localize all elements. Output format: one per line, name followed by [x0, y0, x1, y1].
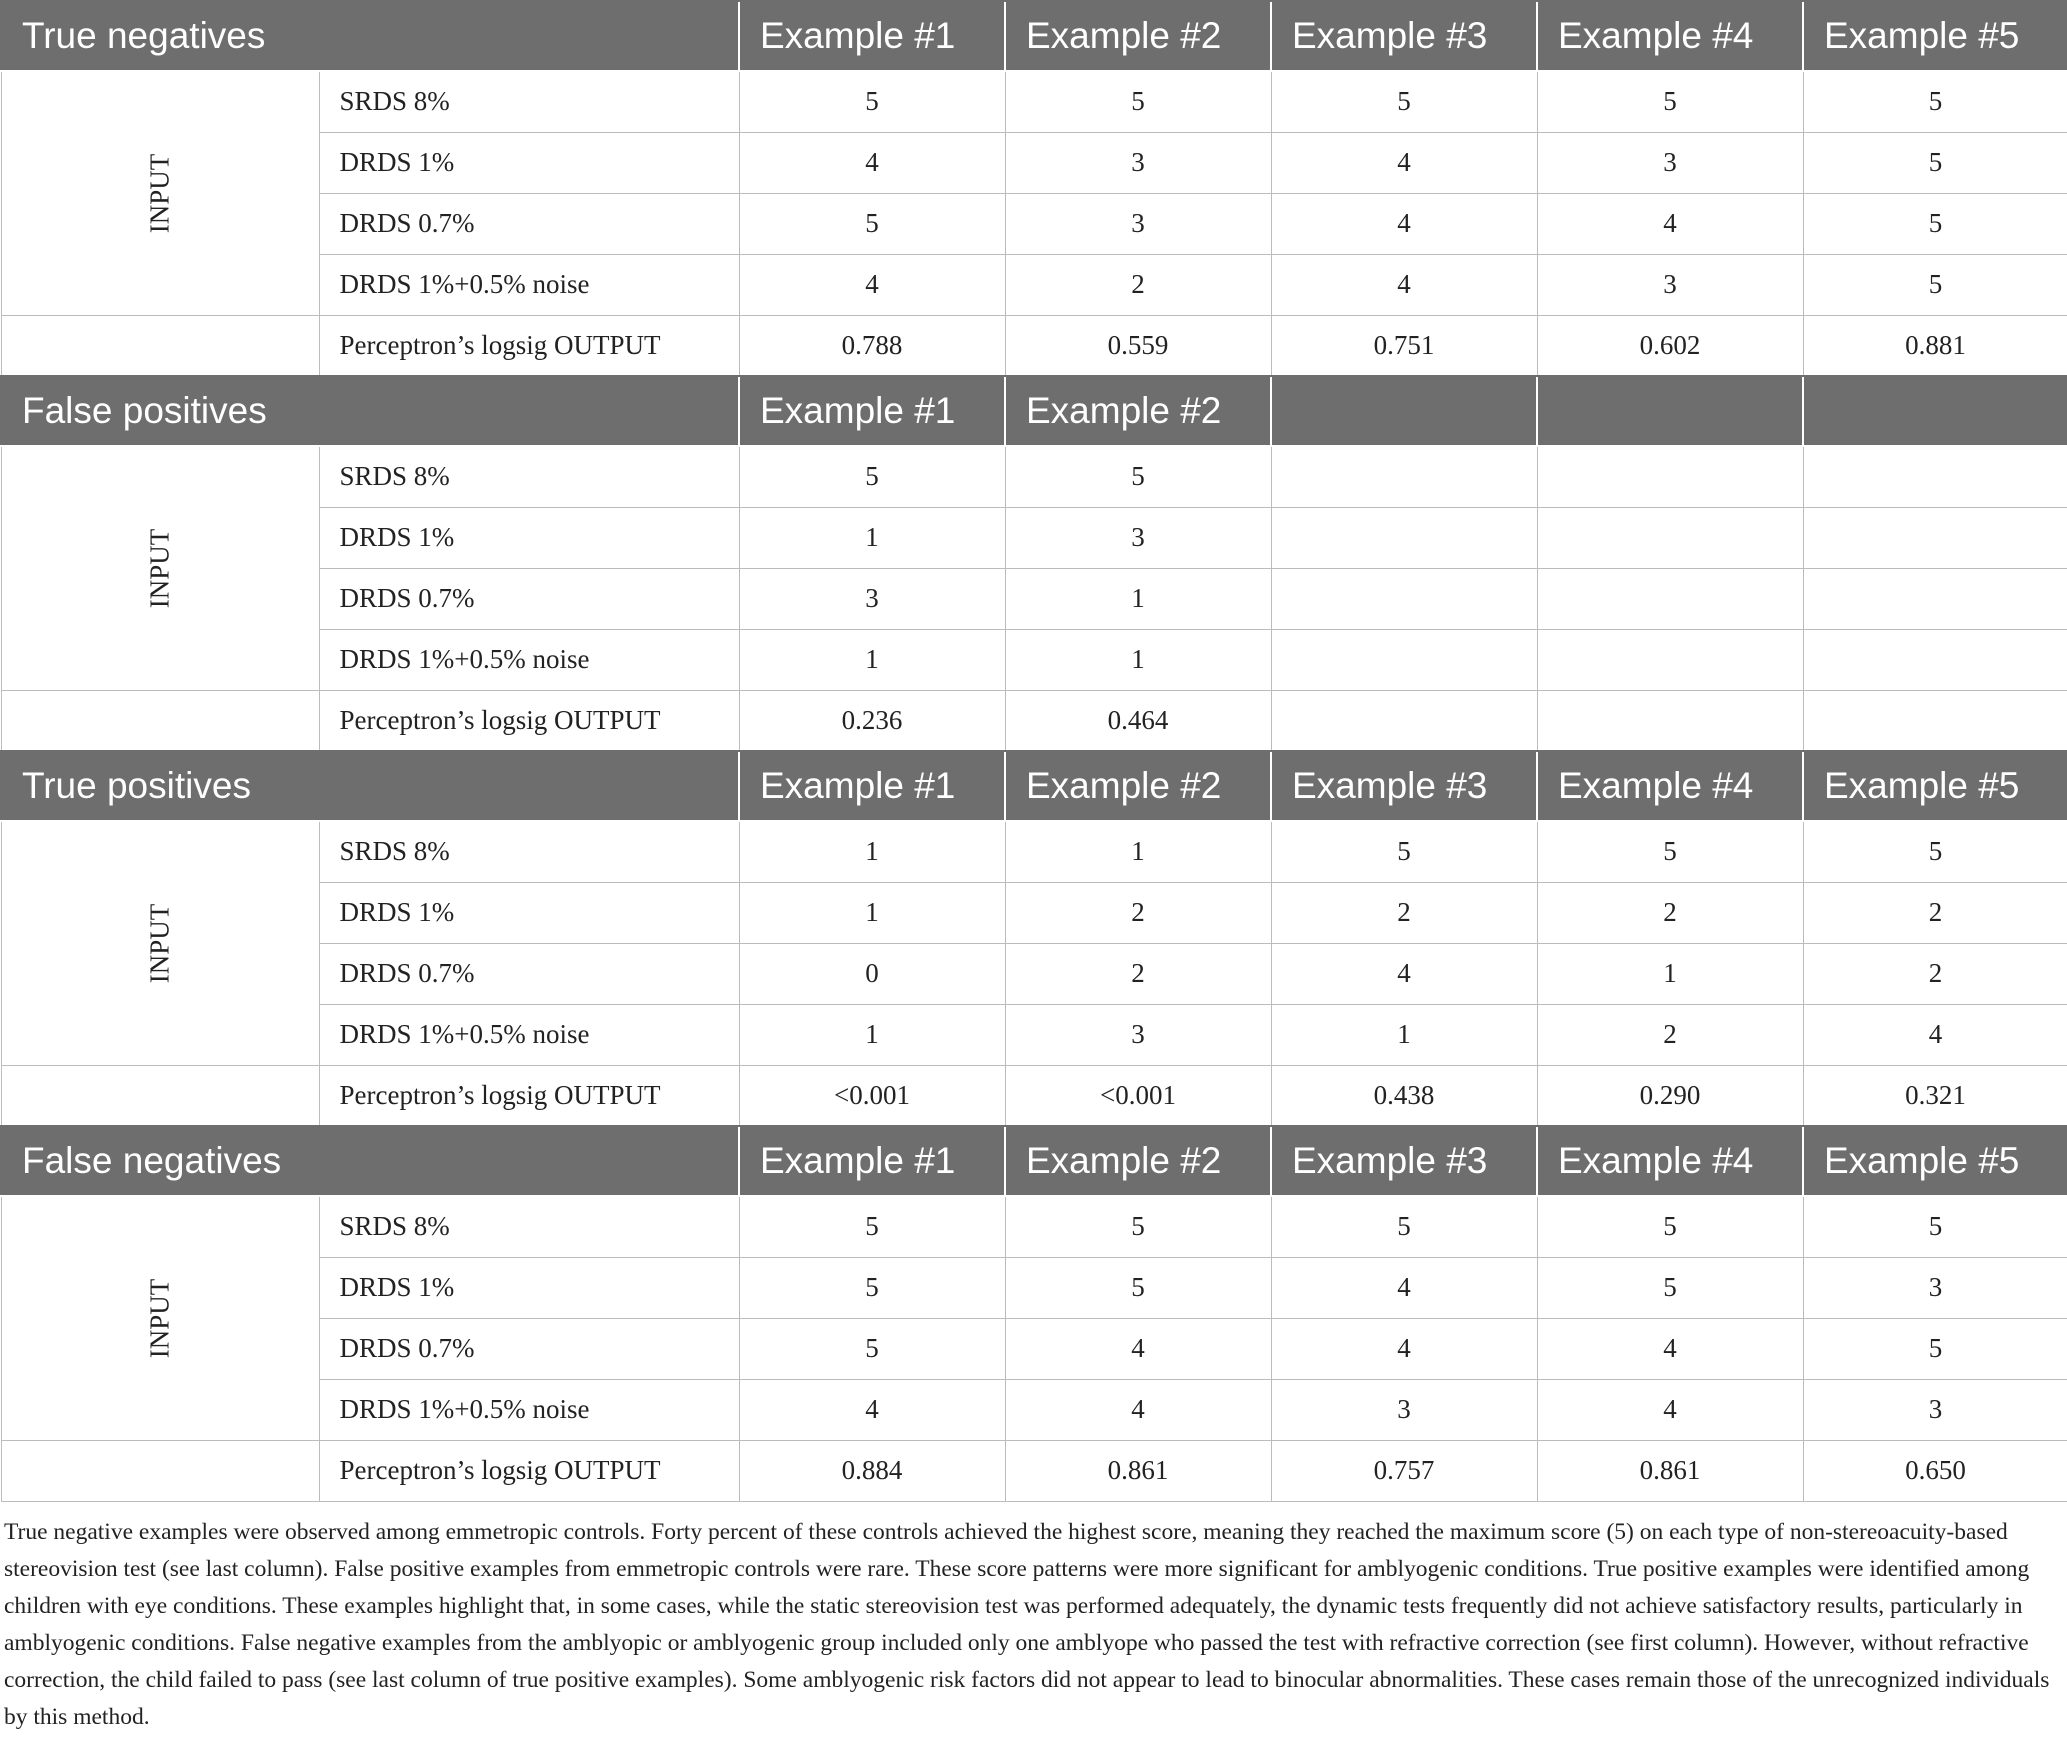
example-column-header: Example #2: [1005, 376, 1271, 446]
table-cell: 3: [1271, 1379, 1537, 1440]
table-cell: 3: [1537, 254, 1803, 315]
row-label: DRDS 1%+0.5% noise: [319, 1379, 739, 1440]
table-cell: 5: [1005, 71, 1271, 132]
table-cell: 1: [1005, 821, 1271, 882]
input-side-label: INPUT: [144, 528, 175, 608]
example-column-header: [1271, 376, 1537, 446]
output-cell: 0.438: [1271, 1065, 1537, 1126]
row-label: DRDS 0.7%: [319, 568, 739, 629]
output-label: Perceptron’s logsig OUTPUT: [319, 315, 739, 376]
output-cell: 0.290: [1537, 1065, 1803, 1126]
table-cell: 4: [739, 132, 1005, 193]
table-cell: 3: [1803, 1257, 2067, 1318]
row-label: DRDS 0.7%: [319, 1318, 739, 1379]
table-cell: 1: [1005, 568, 1271, 629]
table-cell: [1271, 446, 1537, 507]
output-cell: 0.788: [739, 315, 1005, 376]
table-cell: 5: [1005, 446, 1271, 507]
row-label: DRDS 1%+0.5% noise: [319, 254, 739, 315]
table-cell: 2: [1005, 943, 1271, 1004]
table-cell: [1271, 507, 1537, 568]
output-cell: 0.236: [739, 690, 1005, 751]
output-cell: [1537, 690, 1803, 751]
output-label: Perceptron’s logsig OUTPUT: [319, 690, 739, 751]
table-cell: 5: [1803, 1318, 2067, 1379]
table-cell: 5: [1803, 193, 2067, 254]
output-cell: 0.861: [1005, 1440, 1271, 1501]
table-cell: 5: [1271, 1196, 1537, 1257]
example-column-header: Example #1: [739, 376, 1005, 446]
example-column-header: Example #1: [739, 1, 1005, 71]
table-cell: 5: [739, 1318, 1005, 1379]
group-header-row: [1, 1126, 2067, 1196]
table-cell: 4: [1005, 1318, 1271, 1379]
input-side-cell: [1, 71, 319, 315]
output-cell: [1271, 690, 1537, 751]
output-row: [1, 315, 2067, 376]
empty-cell: [1, 690, 319, 751]
group-header-row: [1, 1, 2067, 71]
example-column-header: Example #1: [739, 751, 1005, 821]
row-label: DRDS 0.7%: [319, 943, 739, 1004]
table-cell: 4: [1005, 1379, 1271, 1440]
empty-cell: [1, 315, 319, 376]
output-label: Perceptron’s logsig OUTPUT: [319, 1440, 739, 1501]
table-cell: [1803, 446, 2067, 507]
table-cell: [1803, 629, 2067, 690]
example-column-header: Example #1: [739, 1126, 1005, 1196]
table-cell: 5: [739, 193, 1005, 254]
output-cell: [1803, 690, 2067, 751]
example-column-header: Example #3: [1271, 751, 1537, 821]
row-label: SRDS 8%: [319, 71, 739, 132]
input-side-cell: [1, 1196, 319, 1440]
row-label: DRDS 1%+0.5% noise: [319, 1004, 739, 1065]
table-cell: [1537, 507, 1803, 568]
example-column-header: Example #2: [1005, 1, 1271, 71]
row-label: DRDS 1%: [319, 507, 739, 568]
empty-cell: [1, 1440, 319, 1501]
table-cell: 4: [1271, 1257, 1537, 1318]
table-cell: 4: [1537, 1318, 1803, 1379]
table-cell: 3: [1005, 1004, 1271, 1065]
output-cell: 0.751: [1271, 315, 1537, 376]
table-cell: [1537, 568, 1803, 629]
table-cell: 5: [739, 1196, 1005, 1257]
group-header-row: [1, 751, 2067, 821]
table-cell: [1537, 629, 1803, 690]
output-cell: <0.001: [739, 1065, 1005, 1126]
table-cell: [1803, 568, 2067, 629]
table-cell: [1803, 507, 2067, 568]
input-side-cell: [1, 821, 319, 1065]
table-cell: 4: [1271, 943, 1537, 1004]
table-row: [1, 821, 2067, 882]
table-cell: 2: [1005, 882, 1271, 943]
table-cell: 1: [739, 629, 1005, 690]
table-cell: 1: [739, 821, 1005, 882]
input-side-label: INPUT: [144, 153, 175, 233]
row-label: SRDS 8%: [319, 446, 739, 507]
output-label: Perceptron’s logsig OUTPUT: [319, 1065, 739, 1126]
table-cell: 5: [1271, 821, 1537, 882]
table-cell: 5: [739, 1257, 1005, 1318]
table-cell: [1271, 568, 1537, 629]
table-cell: 3: [1005, 193, 1271, 254]
group-header-row: [1, 376, 2067, 446]
table-row: [1, 1196, 2067, 1257]
row-label: DRDS 1%: [319, 1257, 739, 1318]
example-column-header: Example #2: [1005, 1126, 1271, 1196]
table-cell: 5: [1537, 821, 1803, 882]
table-row: [1, 71, 2067, 132]
output-cell: 0.881: [1803, 315, 2067, 376]
example-column-header: Example #4: [1537, 1, 1803, 71]
group-title: False negatives: [1, 1126, 739, 1196]
table-cell: 5: [1803, 821, 2067, 882]
output-cell: 0.464: [1005, 690, 1271, 751]
empty-cell: [1, 1065, 319, 1126]
output-cell: 0.861: [1537, 1440, 1803, 1501]
table-cell: 5: [1803, 1196, 2067, 1257]
table-cell: 1: [1271, 1004, 1537, 1065]
example-column-header: Example #2: [1005, 751, 1271, 821]
table-cell: 4: [1271, 132, 1537, 193]
table-cell: 3: [1005, 132, 1271, 193]
table-cell: 0: [739, 943, 1005, 1004]
table-cell: 4: [1537, 1379, 1803, 1440]
table-cell: 4: [1271, 254, 1537, 315]
table-cell: 4: [1271, 1318, 1537, 1379]
output-cell: 0.559: [1005, 315, 1271, 376]
table-cell: 5: [1803, 254, 2067, 315]
row-label: SRDS 8%: [319, 1196, 739, 1257]
example-column-header: Example #5: [1803, 1126, 2067, 1196]
table-footnote: True negative examples were observed among emmetropic controls. Forty percent of these controls achieved the highest score, meaning they reached the maximum score (5) on each type of non-stereoacuity-based stereovision test (see last column). False positive examples from emmetropic controls were rare. These score patterns were more significant for amblyogenic conditions. True positive examples were identified among children with eye conditions. These examples highlight that, in some cases, while the static stereovision test was performed adequately, the dynamic tests frequently did not achieve satisfactory results, particularly in amblyogenic conditions. False negative examples from the amblyopic or amblyogenic group included only one amblyope who passed the test with refractive correction (see first column). However, without refractive correction, the child failed to pass (see last column of true positive examples). Some amblyogenic risk factors did not appear to lead to binocular abnormalities. These cases remain those of the unrecognized individuals by this method.: [4, 1518, 2050, 1730]
table-cell: 3: [1803, 1379, 2067, 1440]
table-cell: 4: [1271, 193, 1537, 254]
output-row: [1, 1065, 2067, 1126]
table-cell: 1: [739, 1004, 1005, 1065]
input-side-cell: [1, 446, 319, 690]
input-side-label: INPUT: [144, 903, 175, 983]
table-cell: 4: [1803, 1004, 2067, 1065]
table-cell: 2: [1537, 882, 1803, 943]
table-cell: 2: [1537, 1004, 1803, 1065]
table-cell: 5: [1537, 71, 1803, 132]
table-cell: 2: [1803, 882, 2067, 943]
group-title: True positives: [1, 751, 739, 821]
table-cell: 5: [739, 71, 1005, 132]
output-cell: 0.321: [1803, 1065, 2067, 1126]
table-cell: 5: [1537, 1196, 1803, 1257]
example-column-header: Example #3: [1271, 1, 1537, 71]
table-cell: 3: [1537, 132, 1803, 193]
output-cell: 0.650: [1803, 1440, 2067, 1501]
table-cell: 5: [1005, 1196, 1271, 1257]
table-cell: 5: [1803, 71, 2067, 132]
table-cell: 5: [1271, 71, 1537, 132]
example-column-header: Example #3: [1271, 1126, 1537, 1196]
table-cell: 2: [1803, 943, 2067, 1004]
output-cell: 0.884: [739, 1440, 1005, 1501]
example-column-header: [1803, 376, 2067, 446]
output-cell: 0.602: [1537, 315, 1803, 376]
row-label: DRDS 1%: [319, 882, 739, 943]
table-row: [1, 446, 2067, 507]
table-cell: 3: [1005, 507, 1271, 568]
table-cell: 2: [1271, 882, 1537, 943]
row-label: DRDS 0.7%: [319, 193, 739, 254]
example-column-header: Example #5: [1803, 751, 2067, 821]
table-cell: 1: [1005, 629, 1271, 690]
row-label: DRDS 1%: [319, 132, 739, 193]
table-cell: 5: [1537, 1257, 1803, 1318]
table-cell: 1: [739, 507, 1005, 568]
group-title: False positives: [1, 376, 739, 446]
group-title: True negatives: [1, 1, 739, 71]
output-cell: <0.001: [1005, 1065, 1271, 1126]
table-cell: 1: [1537, 943, 1803, 1004]
table-cell: 4: [739, 1379, 1005, 1440]
input-side-label: INPUT: [144, 1278, 175, 1358]
output-row: [1, 1440, 2067, 1501]
table-cell: 1: [739, 882, 1005, 943]
table-cell: 3: [739, 568, 1005, 629]
example-column-header: Example #5: [1803, 1, 2067, 71]
table-cell: 5: [1803, 132, 2067, 193]
output-row: [1, 690, 2067, 751]
row-label: DRDS 1%+0.5% noise: [319, 629, 739, 690]
table-cell: [1271, 629, 1537, 690]
row-label: SRDS 8%: [319, 821, 739, 882]
table-cell: 4: [739, 254, 1005, 315]
example-column-header: [1537, 376, 1803, 446]
table-cell: 4: [1537, 193, 1803, 254]
example-column-header: Example #4: [1537, 751, 1803, 821]
output-cell: 0.757: [1271, 1440, 1537, 1501]
table-cell: [1537, 446, 1803, 507]
table-cell: 5: [1005, 1257, 1271, 1318]
table-cell: 5: [739, 446, 1005, 507]
table-cell: 2: [1005, 254, 1271, 315]
example-column-header: Example #4: [1537, 1126, 1803, 1196]
